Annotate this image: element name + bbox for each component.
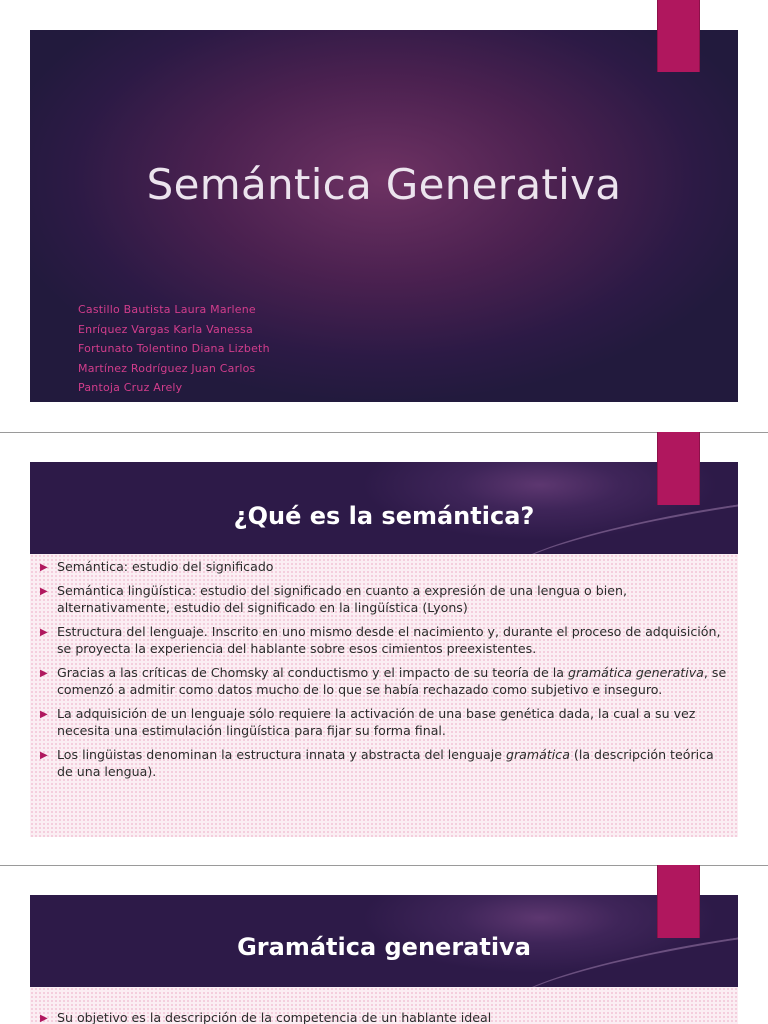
slide-title [30,30,738,402]
slide-heading: ¿Qué es la semántica? [233,502,535,530]
author-name: Pantoja Cruz Arely [78,381,183,394]
bullet-arrow-icon: ▶ [40,749,48,761]
presentation-title: Semántica Generativa [146,160,622,209]
author-name: Martínez Rodríguez Juan Carlos [78,361,256,375]
bullet-arrow-icon: ▶ [40,1013,48,1024]
bullet-item: ▶ Semántica: estudio del significado [35,558,730,576]
slide-generative-grammar [30,895,738,1024]
bullet-list [30,554,738,781]
bullet-item: ▶ Gracias a las críticas de Chomsky al conductismo y el impacto de su teoría de la gramática generativa, se comenzó a admitir como datos mucho de lo que se había rechazado como subjetivo e inseguro. [40,664,727,697]
slide-accent-tab [657,0,700,72]
bullet-arrow-icon: ▶ [40,562,48,573]
slide-accent-tab [657,865,700,938]
slide-content [30,987,738,1024]
slide-accent-tab [657,432,700,505]
page-divider [0,865,768,866]
bullet-arrow-icon: ▶ [40,667,48,679]
bullet-arrow-icon: ▶ [40,585,48,597]
bullet-item: ▶ Su objetivo es la descripción de la competencia de un hablante ideal [35,1009,730,1024]
author-name: Castillo Bautista Laura Marlene [78,303,256,316]
bullet-item: ▶ Estructura del lenguaje. Inscrito en uno mismo desde el nacimiento y, durante el proceso de adquisición, se proyecta la experiencia del hablante sobre esos cimientos preexistentes. [40,623,721,656]
slide-what-is-semantics [30,462,738,837]
bullet-arrow-icon: ▶ [40,708,48,720]
author-list [78,300,270,398]
author-name: Fortunato Tolentino Diana Lizbeth [78,342,270,355]
bullet-item: ▶ Semántica lingüística: estudio del significado en cuanto a expresión de una lengua o bien, alternativamente, estudio del significado en la lingüística (Lyons) [40,582,627,615]
slide-heading: Gramática generativa [237,933,531,961]
bullet-item: ▶ La adquisición de un lenguaje sólo requiere la activación de una base genética dada, la cual a su vez necesita una estimulación lingüística para fijar su forma final. [40,705,696,738]
author-name: Enríquez Vargas Karla Vanessa [78,322,253,336]
slide-header-band [30,462,738,554]
slide-content [30,554,738,837]
bullet-list [30,987,738,1024]
bullet-arrow-icon: ▶ [40,626,48,638]
slide-header-band [30,895,738,987]
bullet-item: ▶ Los lingüistas denominan la estructura innata y abstracta del lenguaje gramática (la descripción teórica de una lengua). [40,746,714,779]
page-divider [0,432,768,433]
